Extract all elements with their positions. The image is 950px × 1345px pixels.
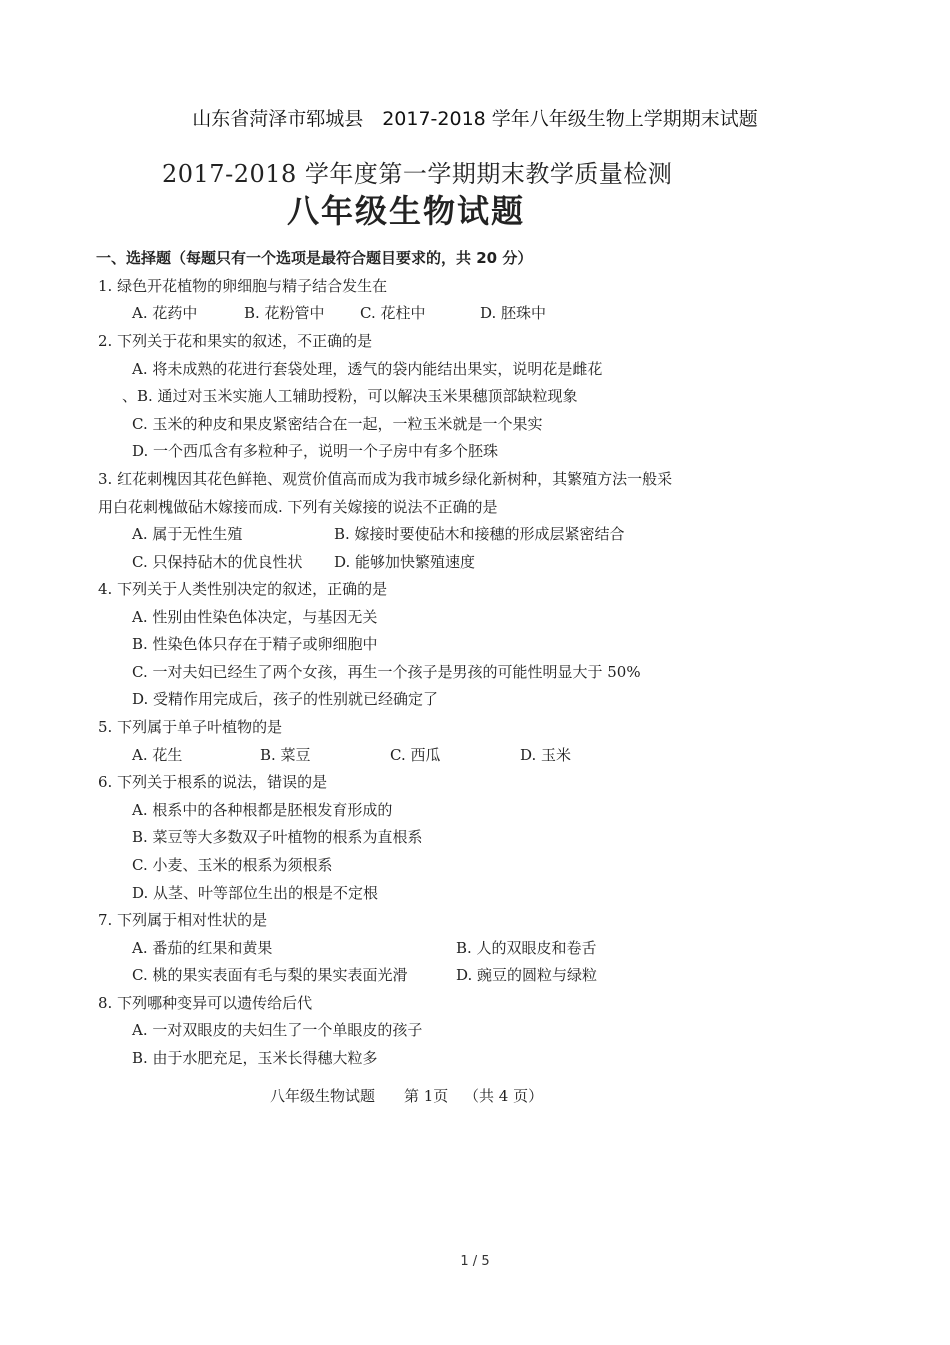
page-number: 1 / 5 xyxy=(460,1254,490,1269)
section-heading: 一、选择题（每题只有一个选项是最符合题目要求的，共 20 分） xyxy=(96,249,533,267)
option-7d: D. 豌豆的圆粒与绿粒 xyxy=(456,966,598,984)
option-1a: A. 花药中 xyxy=(132,304,198,322)
scanned-exam-page xyxy=(92,140,742,1120)
option-8a: A. 一对双眼皮的夫妇生了一个单眼皮的孩子 xyxy=(132,1021,423,1039)
option-5a: A. 花生 xyxy=(132,746,183,764)
document-header-title: 山东省菏泽市郓城县 2017-2018 学年八年级生物上学期期末试题 xyxy=(192,108,758,130)
question-6: 6. 下列关于根系的说法，错误的是 xyxy=(98,773,328,791)
option-2b: 、B. 通过对玉米实施人工辅助授粉，可以解决玉米果穗顶部缺粒现象 xyxy=(122,387,578,405)
option-2d: D. 一个西瓜含有多粒种子，说明一个子房中有多个胚珠 xyxy=(132,442,499,460)
option-6c: C. 小麦、玉米的根系为须根系 xyxy=(132,856,333,874)
option-3a: A. 属于无性生殖 xyxy=(132,525,243,543)
option-5c: C. 西瓜 xyxy=(390,746,441,764)
option-7b: B. 人的双眼皮和卷舌 xyxy=(456,939,597,957)
exam-title: 八年级生物试题 xyxy=(287,192,526,230)
option-5d: D. 玉米 xyxy=(520,746,572,764)
option-4c: C. 一对夫妇已经生了两个女孩，再生一个孩子是男孩的可能性明显大于 50% xyxy=(132,663,641,681)
option-2c: C. 玉米的种皮和果皮紧密结合在一起，一粒玉米就是一个果实 xyxy=(132,415,543,433)
question-5: 5. 下列属于单子叶植物的是 xyxy=(98,718,283,736)
exam-footer-total: （共 4 页） xyxy=(464,1087,544,1105)
option-8b: B. 由于水肥充足，玉米长得穗大粒多 xyxy=(132,1049,378,1067)
option-3b: B. 嫁接时要使砧木和接穗的形成层紧密结合 xyxy=(334,525,625,543)
question-4: 4. 下列关于人类性别决定的叙述，正确的是 xyxy=(98,580,388,598)
option-6b: B. 菜豆等大多数双子叶植物的根系为直根系 xyxy=(132,828,423,846)
option-7c: C. 桃的果实表面有毛与梨的果实表面光滑 xyxy=(132,966,408,984)
option-1c: C. 花柱中 xyxy=(360,304,426,322)
option-3d: D. 能够加快繁殖速度 xyxy=(334,553,476,571)
option-2a: A. 将未成熟的花进行套袋处理，透气的袋内能结出果实，说明花是雌花 xyxy=(132,360,603,378)
exam-footer-page: 第 1页 xyxy=(404,1087,449,1105)
question-7: 7. 下列属于相对性状的是 xyxy=(98,911,268,929)
question-1: 1. 绿色开花植物的卵细胞与精子结合发生在 xyxy=(98,277,388,295)
question-3: 3. 红花刺槐因其花色鲜艳、观赏价值高而成为我市城乡绿化新树种，其繁殖方法一般采 xyxy=(98,470,673,488)
option-1d: D. 胚珠中 xyxy=(480,304,547,322)
option-5b: B. 菜豆 xyxy=(260,746,311,764)
question-8: 8. 下列哪种变异可以遗传给后代 xyxy=(98,994,313,1012)
option-4a: A. 性别由性染色体决定，与基因无关 xyxy=(132,608,378,626)
question-2: 2. 下列关于花和果实的叙述，不正确的是 xyxy=(98,332,373,350)
option-4d: D. 受精作用完成后，孩子的性别就已经确定了 xyxy=(132,690,439,708)
option-1b: B. 花粉管中 xyxy=(244,304,325,322)
option-3c: C. 只保持砧木的优良性状 xyxy=(132,553,303,571)
question-3-cont: 用白花刺槐做砧木嫁接而成. 下列有关嫁接的说法不正确的是 xyxy=(98,498,498,516)
option-4b: B. 性染色体只存在于精子或卵细胞中 xyxy=(132,635,378,653)
option-7a: A. 番茄的红果和黄果 xyxy=(132,939,273,957)
exam-footer-label: 八年级生物试题 xyxy=(270,1087,376,1105)
exam-subtitle: 2017-2018 学年度第一学期期末教学质量检测 xyxy=(162,160,673,188)
option-6d: D. 从茎、叶等部位生出的根是不定根 xyxy=(132,884,379,902)
option-6a: A. 根系中的各种根都是胚根发育形成的 xyxy=(132,801,393,819)
